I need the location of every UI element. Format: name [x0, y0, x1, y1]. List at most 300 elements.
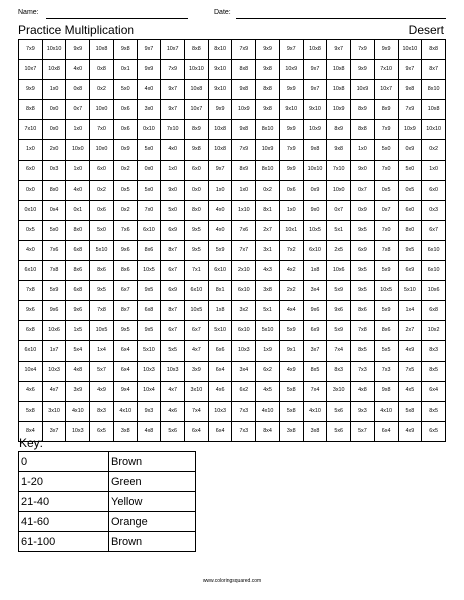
grid-cell[interactable]: 10x8: [185, 80, 209, 100]
grid-cell[interactable]: 5x10: [256, 321, 280, 341]
grid-cell[interactable]: 2x10: [232, 261, 256, 281]
grid-cell[interactable]: 7x1: [185, 261, 209, 281]
grid-cell[interactable]: 6x4: [113, 361, 137, 381]
grid-cell[interactable]: 6x8: [137, 301, 161, 321]
grid-cell[interactable]: 7x9: [161, 60, 185, 80]
grid-cell[interactable]: 0x8: [66, 80, 90, 100]
grid-cell[interactable]: 0x9: [398, 140, 422, 160]
grid-cell[interactable]: 10x4: [19, 361, 43, 381]
grid-cell[interactable]: 7x5: [398, 361, 422, 381]
grid-cell[interactable]: 6x10: [208, 261, 232, 281]
grid-cell[interactable]: 1x5: [66, 321, 90, 341]
grid-cell[interactable]: 8x3: [422, 341, 446, 361]
grid-cell[interactable]: 6x7: [113, 281, 137, 301]
grid-cell[interactable]: 7x9: [19, 40, 43, 60]
grid-cell[interactable]: 8x3: [327, 361, 351, 381]
grid-cell[interactable]: 6x4: [208, 421, 232, 441]
grid-cell[interactable]: 4x10: [66, 401, 90, 421]
grid-cell[interactable]: 9x7: [137, 40, 161, 60]
grid-cell[interactable]: 8x5: [303, 361, 327, 381]
grid-cell[interactable]: 5x5: [161, 341, 185, 361]
grid-cell[interactable]: 3x8: [113, 421, 137, 441]
grid-cell[interactable]: 7x9: [398, 100, 422, 120]
grid-cell[interactable]: 9x3: [351, 401, 375, 421]
grid-cell[interactable]: 9x5: [137, 281, 161, 301]
grid-cell[interactable]: 10x8: [327, 80, 351, 100]
grid-cell[interactable]: 1x8: [208, 301, 232, 321]
grid-cell[interactable]: 9x6: [303, 301, 327, 321]
grid-cell[interactable]: 1x10: [232, 200, 256, 220]
grid-cell[interactable]: 10x7: [374, 80, 398, 100]
grid-cell[interactable]: 4x10: [303, 401, 327, 421]
grid-cell[interactable]: 10x8: [90, 40, 114, 60]
grid-cell[interactable]: 6x7: [185, 321, 209, 341]
grid-cell[interactable]: 9x7: [303, 80, 327, 100]
grid-cell[interactable]: 8x7: [113, 301, 137, 321]
grid-cell[interactable]: 6x0: [90, 160, 114, 180]
grid-cell[interactable]: 10x3: [137, 361, 161, 381]
grid-cell[interactable]: 0x5: [19, 220, 43, 240]
grid-cell[interactable]: 10x7: [185, 100, 209, 120]
grid-cell[interactable]: 4x0: [19, 240, 43, 260]
grid-cell[interactable]: 3x10: [327, 381, 351, 401]
grid-cell[interactable]: 7x6: [42, 240, 66, 260]
grid-cell[interactable]: 6x0: [422, 180, 446, 200]
grid-cell[interactable]: 7x3: [232, 401, 256, 421]
grid-cell[interactable]: 5x0: [113, 80, 137, 100]
grid-cell[interactable]: 7x4: [327, 341, 351, 361]
grid-cell[interactable]: 9x8: [113, 40, 137, 60]
grid-cell[interactable]: 8x6: [351, 301, 375, 321]
grid-cell[interactable]: 4x8: [351, 381, 375, 401]
grid-cell[interactable]: 6x9: [303, 321, 327, 341]
grid-cell[interactable]: 7x10: [161, 120, 185, 140]
grid-cell[interactable]: 9x8: [232, 80, 256, 100]
grid-cell[interactable]: 5x9: [42, 281, 66, 301]
grid-cell[interactable]: 0x6: [113, 120, 137, 140]
grid-cell[interactable]: 8x5: [422, 361, 446, 381]
grid-cell[interactable]: 4x8: [66, 361, 90, 381]
grid-cell[interactable]: 10x9: [279, 60, 303, 80]
grid-cell[interactable]: 4x5: [398, 381, 422, 401]
grid-cell[interactable]: 0x2: [113, 160, 137, 180]
grid-cell[interactable]: 7x4: [303, 381, 327, 401]
grid-cell[interactable]: 5x0: [374, 140, 398, 160]
grid-cell[interactable]: 9x8: [327, 140, 351, 160]
grid-cell[interactable]: 8x10: [256, 120, 280, 140]
grid-cell[interactable]: 10x9: [256, 140, 280, 160]
grid-cell[interactable]: 10x0: [66, 140, 90, 160]
grid-cell[interactable]: 9x5: [185, 240, 209, 260]
grid-cell[interactable]: 10x10: [303, 160, 327, 180]
grid-cell[interactable]: 1x4: [398, 301, 422, 321]
grid-cell[interactable]: 5x6: [327, 421, 351, 441]
grid-cell[interactable]: 9x8: [398, 80, 422, 100]
grid-cell[interactable]: 10x3: [42, 361, 66, 381]
grid-cell[interactable]: 7x3: [232, 421, 256, 441]
grid-cell[interactable]: 0x0: [42, 120, 66, 140]
grid-cell[interactable]: 1x7: [42, 341, 66, 361]
grid-cell[interactable]: 0x0: [185, 180, 209, 200]
grid-cell[interactable]: 5x0: [137, 140, 161, 160]
grid-cell[interactable]: 10x0: [90, 100, 114, 120]
grid-cell[interactable]: 9x9: [279, 80, 303, 100]
grid-cell[interactable]: 5x10: [208, 321, 232, 341]
grid-cell[interactable]: 9x8: [303, 140, 327, 160]
grid-cell[interactable]: 9x7: [327, 40, 351, 60]
grid-cell[interactable]: 10x2: [422, 321, 446, 341]
grid-cell[interactable]: 7x9: [232, 140, 256, 160]
grid-cell[interactable]: 5x8: [19, 401, 43, 421]
grid-cell[interactable]: 3x2: [232, 301, 256, 321]
grid-cell[interactable]: 10x8: [327, 60, 351, 80]
grid-cell[interactable]: 10x9: [351, 80, 375, 100]
grid-cell[interactable]: 9x8: [185, 140, 209, 160]
grid-cell[interactable]: 7x3: [374, 361, 398, 381]
grid-cell[interactable]: 3x0: [137, 100, 161, 120]
grid-cell[interactable]: 9x5: [351, 220, 375, 240]
grid-cell[interactable]: 4x0: [208, 220, 232, 240]
grid-cell[interactable]: 5x7: [90, 361, 114, 381]
grid-cell[interactable]: 0x3: [422, 200, 446, 220]
grid-cell[interactable]: 7x4: [185, 401, 209, 421]
grid-cell[interactable]: 6x8: [66, 240, 90, 260]
grid-cell[interactable]: 8x10: [256, 160, 280, 180]
grid-cell[interactable]: 7x0: [374, 220, 398, 240]
grid-cell[interactable]: 6x10: [137, 220, 161, 240]
grid-cell[interactable]: 10x8: [208, 140, 232, 160]
grid-cell[interactable]: 9x7: [398, 60, 422, 80]
grid-cell[interactable]: 6x8: [422, 301, 446, 321]
grid-cell[interactable]: 10x5: [137, 261, 161, 281]
grid-cell[interactable]: 5x4: [66, 341, 90, 361]
grid-cell[interactable]: 6x4: [113, 341, 137, 361]
grid-cell[interactable]: 0x10: [19, 200, 43, 220]
grid-cell[interactable]: 10x9: [327, 100, 351, 120]
grid-cell[interactable]: 8x9: [374, 100, 398, 120]
grid-cell[interactable]: 6x9: [161, 220, 185, 240]
grid-cell[interactable]: 3x7: [303, 341, 327, 361]
grid-cell[interactable]: 6x8: [66, 281, 90, 301]
grid-cell[interactable]: 9x8: [232, 120, 256, 140]
grid-cell[interactable]: 0x2: [422, 140, 446, 160]
grid-cell[interactable]: 4x9: [90, 381, 114, 401]
grid-cell[interactable]: 9x1: [279, 341, 303, 361]
grid-cell[interactable]: 8x6: [113, 261, 137, 281]
grid-cell[interactable]: 0x8: [90, 60, 114, 80]
grid-cell[interactable]: 8x9: [185, 120, 209, 140]
grid-cell[interactable]: 0x9: [113, 140, 137, 160]
grid-cell[interactable]: 0x7: [327, 200, 351, 220]
grid-cell[interactable]: 3x9: [66, 381, 90, 401]
grid-cell[interactable]: 0x0: [19, 180, 43, 200]
grid-cell[interactable]: 5x6: [327, 401, 351, 421]
grid-cell[interactable]: 5x9: [327, 321, 351, 341]
grid-cell[interactable]: 4x10: [256, 401, 280, 421]
grid-cell[interactable]: 10x4: [137, 381, 161, 401]
grid-cell[interactable]: 0x7: [351, 180, 375, 200]
grid-cell[interactable]: 5x0: [398, 160, 422, 180]
grid-cell[interactable]: 4x0: [208, 200, 232, 220]
grid-cell[interactable]: 0x5: [113, 180, 137, 200]
grid-cell[interactable]: 5x10: [398, 281, 422, 301]
grid-cell[interactable]: 1x0: [19, 140, 43, 160]
grid-cell[interactable]: 0x9: [351, 200, 375, 220]
grid-cell[interactable]: 9x4: [113, 381, 137, 401]
grid-cell[interactable]: 0x2: [113, 200, 137, 220]
grid-cell[interactable]: 9x5: [351, 261, 375, 281]
grid-cell[interactable]: 8x10: [208, 40, 232, 60]
grid-cell[interactable]: 8x3: [90, 401, 114, 421]
grid-cell[interactable]: 4x0: [66, 60, 90, 80]
grid-cell[interactable]: 4x9: [398, 341, 422, 361]
grid-cell[interactable]: 8x9: [351, 100, 375, 120]
grid-cell[interactable]: 9x9: [351, 60, 375, 80]
grid-cell[interactable]: 7x8: [374, 240, 398, 260]
grid-cell[interactable]: 10x0: [327, 180, 351, 200]
grid-cell[interactable]: 5x9: [327, 281, 351, 301]
grid-cell[interactable]: 8x0: [185, 200, 209, 220]
grid-cell[interactable]: 10x3: [208, 401, 232, 421]
grid-cell[interactable]: 9x6: [113, 240, 137, 260]
grid-cell[interactable]: 9x6: [66, 301, 90, 321]
grid-cell[interactable]: 8x8: [19, 100, 43, 120]
grid-cell[interactable]: 0x0: [42, 100, 66, 120]
grid-cell[interactable]: 0x9: [303, 180, 327, 200]
grid-cell[interactable]: 9x7: [161, 100, 185, 120]
grid-cell[interactable]: 5x9: [279, 321, 303, 341]
grid-cell[interactable]: 8x8: [232, 60, 256, 80]
grid-cell[interactable]: 8x8: [422, 40, 446, 60]
grid-cell[interactable]: 1x0: [66, 160, 90, 180]
grid-cell[interactable]: 10x10: [185, 60, 209, 80]
grid-cell[interactable]: 0x3: [42, 160, 66, 180]
grid-cell[interactable]: 4x9: [398, 421, 422, 441]
grid-cell[interactable]: 10x9: [303, 120, 327, 140]
grid-cell[interactable]: 8x4: [19, 421, 43, 441]
grid-cell[interactable]: 6x10: [303, 240, 327, 260]
grid-cell[interactable]: 9x8: [256, 60, 280, 80]
grid-cell[interactable]: 7x6: [113, 220, 137, 240]
grid-cell[interactable]: 5x7: [351, 421, 375, 441]
grid-cell[interactable]: 8x4: [256, 421, 280, 441]
grid-cell[interactable]: 10x6: [42, 321, 66, 341]
grid-cell[interactable]: 6x10: [422, 261, 446, 281]
grid-cell[interactable]: 9x5: [185, 220, 209, 240]
grid-cell[interactable]: 9x9: [279, 160, 303, 180]
grid-cell[interactable]: 9x6: [19, 301, 43, 321]
grid-cell[interactable]: 9x7: [279, 40, 303, 60]
grid-cell[interactable]: 3x10: [185, 381, 209, 401]
grid-cell[interactable]: 9x3: [137, 401, 161, 421]
grid-cell[interactable]: 8x7: [422, 60, 446, 80]
grid-cell[interactable]: 10x8: [208, 120, 232, 140]
grid-cell[interactable]: 1x0: [351, 140, 375, 160]
grid-cell[interactable]: 9x5: [137, 321, 161, 341]
grid-cell[interactable]: 10x5: [90, 321, 114, 341]
grid-cell[interactable]: 6x2: [232, 381, 256, 401]
grid-cell[interactable]: 8x9: [327, 120, 351, 140]
grid-cell[interactable]: 9x6: [42, 301, 66, 321]
grid-cell[interactable]: 10x10: [42, 40, 66, 60]
grid-cell[interactable]: 7x0: [137, 200, 161, 220]
grid-cell[interactable]: 9x9: [19, 80, 43, 100]
grid-cell[interactable]: 6x10: [19, 261, 43, 281]
grid-cell[interactable]: 7x8: [42, 261, 66, 281]
grid-cell[interactable]: 10x3: [232, 341, 256, 361]
grid-cell[interactable]: 9x8: [374, 381, 398, 401]
grid-cell[interactable]: 9x5: [90, 281, 114, 301]
grid-cell[interactable]: 10x7: [161, 40, 185, 60]
grid-cell[interactable]: 6x9: [398, 261, 422, 281]
grid-cell[interactable]: 9x7: [208, 160, 232, 180]
grid-cell[interactable]: 0x6: [113, 100, 137, 120]
grid-cell[interactable]: 0x7: [66, 100, 90, 120]
grid-cell[interactable]: 4x7: [42, 381, 66, 401]
grid-cell[interactable]: 9x9: [256, 40, 280, 60]
grid-cell[interactable]: 6x2: [256, 361, 280, 381]
grid-cell[interactable]: 3x4: [303, 281, 327, 301]
grid-cell[interactable]: 3x8: [279, 421, 303, 441]
grid-cell[interactable]: 0x1: [113, 60, 137, 80]
grid-cell[interactable]: 9x0: [351, 160, 375, 180]
grid-cell[interactable]: 1x0: [42, 80, 66, 100]
grid-cell[interactable]: 7x8: [351, 321, 375, 341]
grid-cell[interactable]: 4x0: [161, 140, 185, 160]
grid-cell[interactable]: 8x10: [422, 80, 446, 100]
grid-cell[interactable]: 8x8: [256, 80, 280, 100]
grid-cell[interactable]: 10x8: [303, 40, 327, 60]
grid-cell[interactable]: 9x5: [351, 281, 375, 301]
grid-cell[interactable]: 10x7: [19, 60, 43, 80]
grid-cell[interactable]: 10x5: [185, 301, 209, 321]
grid-cell[interactable]: 10x5: [374, 281, 398, 301]
grid-cell[interactable]: 4x6: [19, 381, 43, 401]
grid-cell[interactable]: 8x6: [137, 240, 161, 260]
grid-cell[interactable]: 6x0: [185, 160, 209, 180]
grid-cell[interactable]: 9x5: [113, 321, 137, 341]
grid-cell[interactable]: 9x10: [208, 80, 232, 100]
grid-cell[interactable]: 0x2: [90, 180, 114, 200]
grid-cell[interactable]: 6x0: [19, 160, 43, 180]
grid-cell[interactable]: 9x0: [161, 180, 185, 200]
grid-cell[interactable]: 8x8: [351, 120, 375, 140]
grid-cell[interactable]: 0x4: [42, 200, 66, 220]
grid-cell[interactable]: 4x9: [279, 361, 303, 381]
grid-cell[interactable]: 2x2: [279, 281, 303, 301]
grid-cell[interactable]: 2x7: [256, 220, 280, 240]
grid-cell[interactable]: 10x1: [279, 220, 303, 240]
grid-cell[interactable]: 6x4: [374, 421, 398, 441]
grid-cell[interactable]: 4x10: [374, 401, 398, 421]
grid-cell[interactable]: 8x0: [398, 220, 422, 240]
grid-cell[interactable]: 6x4: [208, 361, 232, 381]
grid-cell[interactable]: 8x9: [232, 160, 256, 180]
grid-cell[interactable]: 10x3: [161, 361, 185, 381]
grid-cell[interactable]: 1x0: [279, 200, 303, 220]
grid-cell[interactable]: 8x8: [185, 40, 209, 60]
grid-cell[interactable]: 0x6: [279, 180, 303, 200]
grid-cell[interactable]: 0x0: [137, 160, 161, 180]
grid-cell[interactable]: 1x8: [303, 261, 327, 281]
grid-cell[interactable]: 4x6: [208, 381, 232, 401]
grid-cell[interactable]: 1x9: [256, 341, 280, 361]
grid-cell[interactable]: 0x1: [66, 200, 90, 220]
grid-cell[interactable]: 10x6: [327, 261, 351, 281]
grid-cell[interactable]: 4x0: [66, 180, 90, 200]
grid-cell[interactable]: 2x0: [42, 140, 66, 160]
grid-cell[interactable]: 8x5: [351, 341, 375, 361]
grid-cell[interactable]: 6x6: [208, 341, 232, 361]
grid-cell[interactable]: 4x3: [256, 261, 280, 281]
grid-cell[interactable]: 10x6: [422, 281, 446, 301]
grid-cell[interactable]: 2x7: [398, 321, 422, 341]
grid-cell[interactable]: 7x6: [232, 220, 256, 240]
grid-cell[interactable]: 9x9: [374, 40, 398, 60]
grid-cell[interactable]: 5x8: [398, 401, 422, 421]
grid-cell[interactable]: 1x0: [208, 180, 232, 200]
grid-cell[interactable]: 0x2: [256, 180, 280, 200]
grid-cell[interactable]: 7x10: [19, 120, 43, 140]
grid-cell[interactable]: 10x5: [303, 220, 327, 240]
grid-cell[interactable]: 6x5: [90, 421, 114, 441]
grid-cell[interactable]: 9x9: [137, 60, 161, 80]
grid-cell[interactable]: 6x10: [232, 321, 256, 341]
grid-cell[interactable]: 6x0: [398, 200, 422, 220]
grid-cell[interactable]: 9x7: [161, 80, 185, 100]
grid-cell[interactable]: 4x6: [161, 401, 185, 421]
grid-cell[interactable]: 8x7: [161, 301, 185, 321]
grid-cell[interactable]: 5x9: [374, 301, 398, 321]
grid-cell[interactable]: 5x9: [208, 240, 232, 260]
grid-cell[interactable]: 1x0: [161, 160, 185, 180]
grid-cell[interactable]: 10x3: [66, 421, 90, 441]
grid-cell[interactable]: 10x9: [398, 120, 422, 140]
grid-cell[interactable]: 10x10: [422, 120, 446, 140]
grid-cell[interactable]: 5x8: [279, 381, 303, 401]
grid-cell[interactable]: 8x5: [422, 401, 446, 421]
grid-cell[interactable]: 7x9: [279, 140, 303, 160]
grid-cell[interactable]: 5x5: [374, 341, 398, 361]
grid-cell[interactable]: 10x8: [42, 60, 66, 80]
grid-cell[interactable]: 9x10: [208, 60, 232, 80]
grid-cell[interactable]: 4x5: [256, 381, 280, 401]
grid-cell[interactable]: 5x9: [374, 261, 398, 281]
grid-cell[interactable]: 3x1: [256, 240, 280, 260]
grid-cell[interactable]: 6x10: [19, 341, 43, 361]
grid-cell[interactable]: 6x10: [232, 281, 256, 301]
grid-cell[interactable]: 8x0: [66, 220, 90, 240]
grid-cell[interactable]: 0x10: [137, 120, 161, 140]
grid-cell[interactable]: 3x4: [232, 361, 256, 381]
grid-cell[interactable]: 9x9: [208, 100, 232, 120]
grid-cell[interactable]: 0x7: [374, 200, 398, 220]
grid-cell[interactable]: 6x7: [161, 321, 185, 341]
grid-cell[interactable]: 10x10: [398, 40, 422, 60]
grid-cell[interactable]: 0x5: [374, 180, 398, 200]
grid-cell[interactable]: 9x5: [398, 240, 422, 260]
grid-cell[interactable]: 5x6: [161, 421, 185, 441]
grid-cell[interactable]: 0x5: [398, 180, 422, 200]
grid-cell[interactable]: 4x8: [137, 421, 161, 441]
grid-cell[interactable]: 4x2: [279, 261, 303, 281]
grid-cell[interactable]: 6x10: [422, 240, 446, 260]
grid-cell[interactable]: 5x1: [327, 220, 351, 240]
grid-cell[interactable]: 6x4: [185, 421, 209, 441]
grid-cell[interactable]: 5x1: [256, 301, 280, 321]
grid-cell[interactable]: 8x7: [161, 240, 185, 260]
grid-cell[interactable]: 1x4: [90, 341, 114, 361]
